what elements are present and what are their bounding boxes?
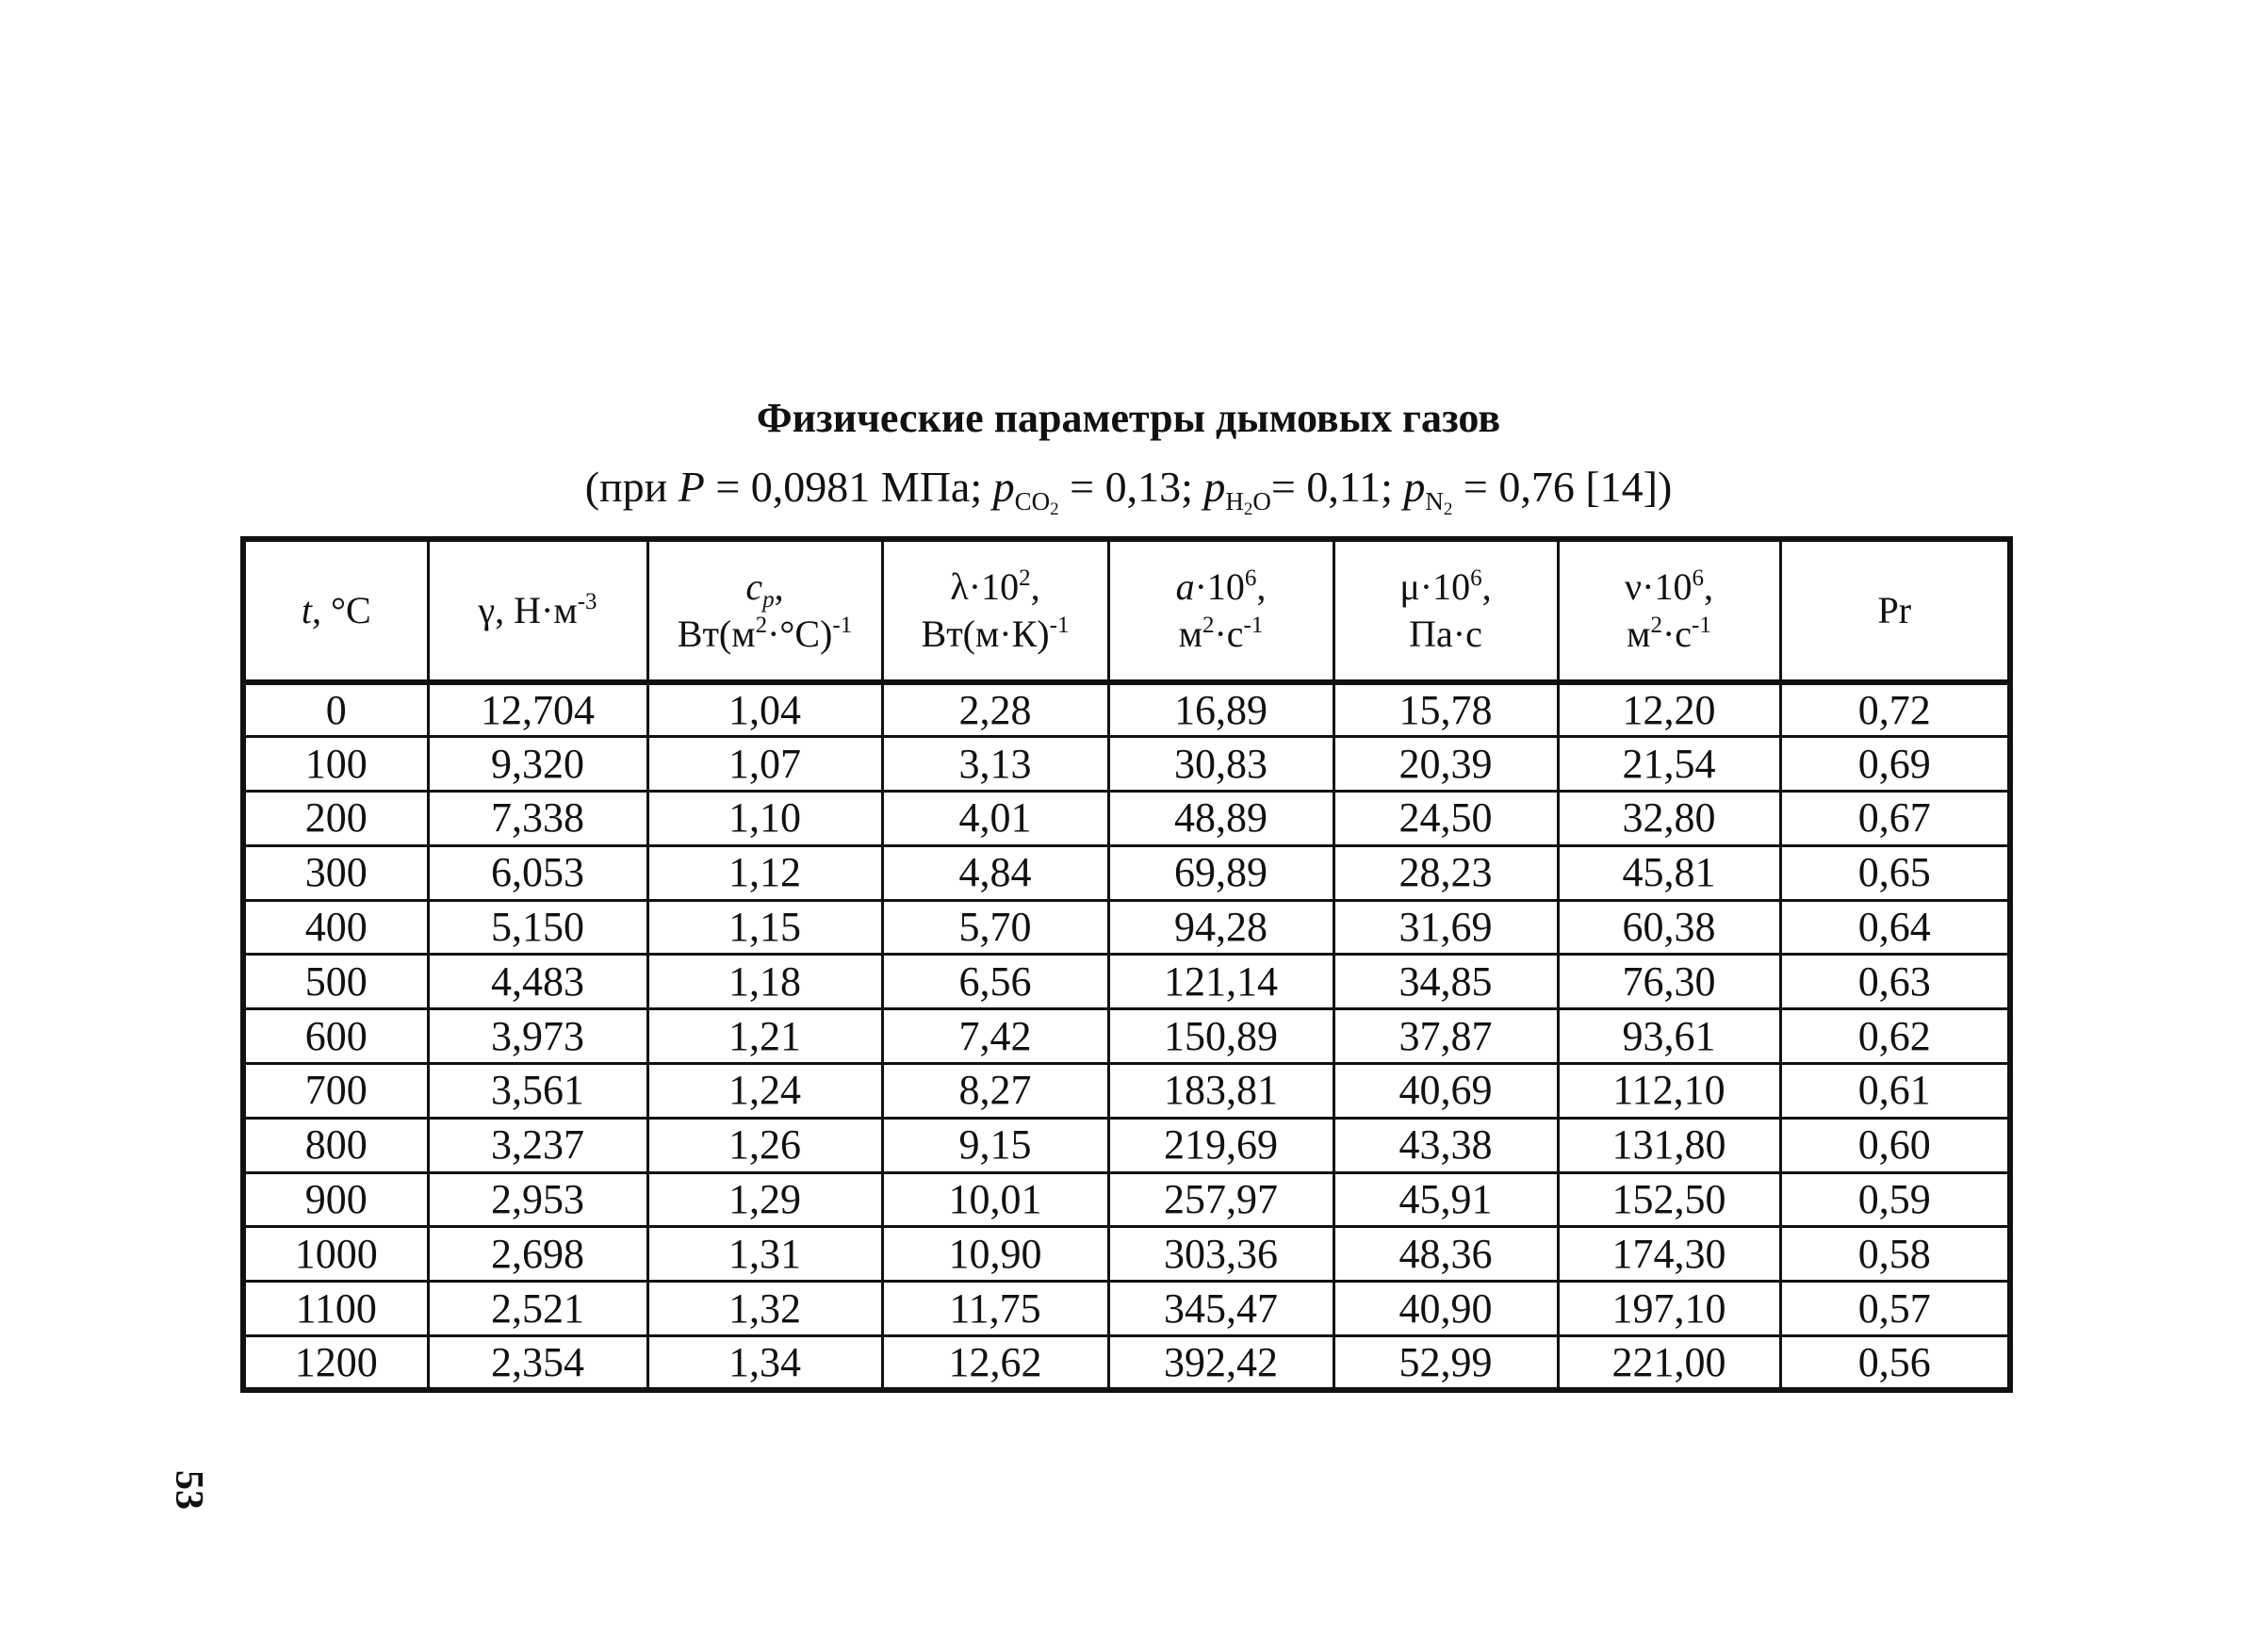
table-row (243, 1172, 2010, 1227)
cell-specific-weight: 2,521 (428, 1282, 647, 1336)
cell-heat-capacity: 1,26 (647, 1118, 882, 1172)
cell-thermal-conductivity: 12,62 (882, 1336, 1108, 1391)
cell-specific-weight: 6,053 (428, 845, 647, 900)
cell-prandtl-number: 0,56 (1780, 1336, 2010, 1391)
cell-thermal-conductivity: 11,75 (882, 1282, 1108, 1336)
cell-specific-weight: 5,150 (428, 900, 647, 955)
cell-dynamic-viscosity: 40,69 (1333, 1064, 1558, 1119)
cell-dynamic-viscosity: 45,91 (1333, 1172, 1558, 1227)
header-thermal-conductivity: $\lambda\cdot 10^2$, $Вт(м\cdot К)^{-1}$ (882, 539, 1108, 682)
cell-thermal-conductivity: 5,70 (882, 900, 1108, 955)
cell-kinematic-viscosity: 93,61 (1558, 1009, 1780, 1064)
cell-prandtl-number: 0,63 (1780, 955, 2010, 1009)
cell-temperature: 600 (243, 1009, 428, 1064)
cell-prandtl-number: 0,72 (1780, 682, 2010, 737)
cell-specific-weight: 2,953 (428, 1172, 647, 1227)
cell-specific-weight: 3,237 (428, 1118, 647, 1172)
cell-dynamic-viscosity: 20,39 (1333, 737, 1558, 792)
cell-thermal-conductivity: 9,15 (882, 1118, 1108, 1172)
cell-temperature: 100 (243, 737, 428, 792)
cell-prandtl-number: 0,61 (1780, 1064, 2010, 1119)
cell-kinematic-viscosity: 221,00 (1558, 1336, 1780, 1391)
cell-thermal-conductivity: 8,27 (882, 1064, 1108, 1119)
table-subtitle: (при P = 0,0981 МПа; $p_{CO_2} = 0,13$; $p_{H_2O}= 0,11$; $p_{N_2} = 0,76$ [14]) (584, 463, 1673, 519)
flue-gas-parameters-table (240, 536, 2013, 1393)
header-heat-capacity: $c_p$, $Вт(м^2\cdot^\circ C)^{-1}$ (647, 539, 882, 682)
cell-thermal-diffusivity: 94,28 (1108, 900, 1333, 955)
cell-thermal-diffusivity: 345,47 (1108, 1282, 1333, 1336)
header-dynamic-viscosity: $\mu\cdot 10^6$, Па·с (1333, 539, 1558, 682)
cell-prandtl-number: 0,62 (1780, 1009, 2010, 1064)
cell-prandtl-number: 0,59 (1780, 1172, 2010, 1227)
cell-thermal-conductivity: 4,01 (882, 792, 1108, 846)
cell-thermal-conductivity: 3,13 (882, 737, 1108, 792)
cell-thermal-diffusivity: 121,14 (1108, 955, 1333, 1009)
cell-kinematic-viscosity: 174,30 (1558, 1227, 1780, 1282)
cell-heat-capacity: 1,07 (647, 737, 882, 792)
cell-kinematic-viscosity: 152,50 (1558, 1172, 1780, 1227)
cell-temperature: 1100 (243, 1282, 428, 1336)
cell-thermal-diffusivity: 16,89 (1108, 682, 1333, 737)
cell-heat-capacity: 1,24 (647, 1064, 882, 1119)
cell-heat-capacity: 1,18 (647, 955, 882, 1009)
cell-thermal-diffusivity: 183,81 (1108, 1064, 1333, 1119)
cell-temperature: 700 (243, 1064, 428, 1119)
cell-thermal-conductivity: 10,01 (882, 1172, 1108, 1227)
cell-thermal-conductivity: 2,28 (882, 682, 1108, 737)
cell-prandtl-number: 0,60 (1780, 1118, 2010, 1172)
table-row (243, 1336, 2010, 1391)
header-specific-weight: γ, $Н\cdot м^{-3}$ (428, 539, 647, 682)
table-row (243, 1282, 2010, 1336)
cell-temperature: 0 (243, 682, 428, 737)
cell-heat-capacity: 1,29 (647, 1172, 882, 1227)
table-row (243, 1227, 2010, 1282)
header-temperature: t, °C (243, 539, 428, 682)
header-row (243, 539, 2010, 682)
cell-kinematic-viscosity: 197,10 (1558, 1282, 1780, 1336)
cell-thermal-diffusivity: 69,89 (1108, 845, 1333, 900)
cell-specific-weight: 3,973 (428, 1009, 647, 1064)
cell-dynamic-viscosity: 52,99 (1333, 1336, 1558, 1391)
table-row (243, 1009, 2010, 1064)
cell-specific-weight: 4,483 (428, 955, 647, 1009)
cell-temperature: 200 (243, 792, 428, 846)
cell-thermal-diffusivity: 219,69 (1108, 1118, 1333, 1172)
cell-prandtl-number: 0,64 (1780, 900, 2010, 955)
cell-thermal-diffusivity: 30,83 (1108, 737, 1333, 792)
cell-temperature: 1000 (243, 1227, 428, 1282)
cell-kinematic-viscosity: 45,81 (1558, 845, 1780, 900)
cell-dynamic-viscosity: 15,78 (1333, 682, 1558, 737)
header-kinematic-viscosity: $\nu\cdot 10^6$, $м^2\cdot с^{-1}$ (1558, 539, 1780, 682)
table-row (243, 737, 2010, 792)
cell-dynamic-viscosity: 37,87 (1333, 1009, 1558, 1064)
cell-dynamic-viscosity: 31,69 (1333, 900, 1558, 955)
cell-prandtl-number: 0,57 (1780, 1282, 2010, 1336)
cell-prandtl-number: 0,58 (1780, 1227, 2010, 1282)
cell-kinematic-viscosity: 12,20 (1558, 682, 1780, 737)
table-body (243, 682, 2010, 1390)
cell-heat-capacity: 1,21 (647, 1009, 882, 1064)
table-row (243, 682, 2010, 737)
cell-thermal-conductivity: 7,42 (882, 1009, 1108, 1064)
cell-dynamic-viscosity: 43,38 (1333, 1118, 1558, 1172)
cell-dynamic-viscosity: 34,85 (1333, 955, 1558, 1009)
cell-thermal-diffusivity: 257,97 (1108, 1172, 1333, 1227)
table-row (243, 1064, 2010, 1119)
table-row (243, 845, 2010, 900)
cell-thermal-diffusivity: 392,42 (1108, 1336, 1333, 1391)
cell-thermal-conductivity: 10,90 (882, 1227, 1108, 1282)
cell-dynamic-viscosity: 24,50 (1333, 792, 1558, 846)
cell-kinematic-viscosity: 131,80 (1558, 1118, 1780, 1172)
cell-kinematic-viscosity: 60,38 (1558, 900, 1780, 955)
cell-heat-capacity: 1,10 (647, 792, 882, 846)
table-row (243, 1118, 2010, 1172)
cell-temperature: 800 (243, 1118, 428, 1172)
cell-prandtl-number: 0,67 (1780, 792, 2010, 846)
cell-specific-weight: 12,704 (428, 682, 647, 737)
table-row (243, 792, 2010, 846)
header-prandtl-number: Pr (1780, 539, 2010, 682)
cell-dynamic-viscosity: 28,23 (1333, 845, 1558, 900)
table-row (243, 900, 2010, 955)
cell-kinematic-viscosity: 76,30 (1558, 955, 1780, 1009)
cell-heat-capacity: 1,32 (647, 1282, 882, 1336)
cell-thermal-diffusivity: 150,89 (1108, 1009, 1333, 1064)
cell-thermal-diffusivity: 303,36 (1108, 1227, 1333, 1282)
table-row (243, 955, 2010, 1009)
cell-specific-weight: 2,354 (428, 1336, 647, 1391)
cell-specific-weight: 9,320 (428, 737, 647, 792)
cell-temperature: 1200 (243, 1336, 428, 1391)
cell-temperature: 500 (243, 955, 428, 1009)
cell-temperature: 900 (243, 1172, 428, 1227)
cell-heat-capacity: 1,34 (647, 1336, 882, 1391)
cell-heat-capacity: 1,12 (647, 845, 882, 900)
cell-heat-capacity: 1,15 (647, 900, 882, 955)
cell-dynamic-viscosity: 48,36 (1333, 1227, 1558, 1282)
table-title: Физические параметры дымовых газов (756, 395, 1501, 441)
cell-kinematic-viscosity: 21,54 (1558, 737, 1780, 792)
cell-heat-capacity: 1,04 (647, 682, 882, 737)
header-thermal-diffusivity: $a\cdot 10^6$, $м^2\cdot с^{-1}$ (1108, 539, 1333, 682)
page-number: 53 (167, 1470, 210, 1510)
cell-temperature: 400 (243, 900, 428, 955)
cell-specific-weight: 7,338 (428, 792, 647, 846)
cell-specific-weight: 2,698 (428, 1227, 647, 1282)
cell-prandtl-number: 0,69 (1780, 737, 2010, 792)
cell-dynamic-viscosity: 40,90 (1333, 1282, 1558, 1336)
cell-thermal-diffusivity: 48,89 (1108, 792, 1333, 846)
cell-thermal-conductivity: 6,56 (882, 955, 1108, 1009)
cell-specific-weight: 3,561 (428, 1064, 647, 1119)
cell-thermal-conductivity: 4,84 (882, 845, 1108, 900)
cell-kinematic-viscosity: 32,80 (1558, 792, 1780, 846)
cell-prandtl-number: 0,65 (1780, 845, 2010, 900)
cell-heat-capacity: 1,31 (647, 1227, 882, 1282)
cell-kinematic-viscosity: 112,10 (1558, 1064, 1780, 1119)
cell-temperature: 300 (243, 845, 428, 900)
